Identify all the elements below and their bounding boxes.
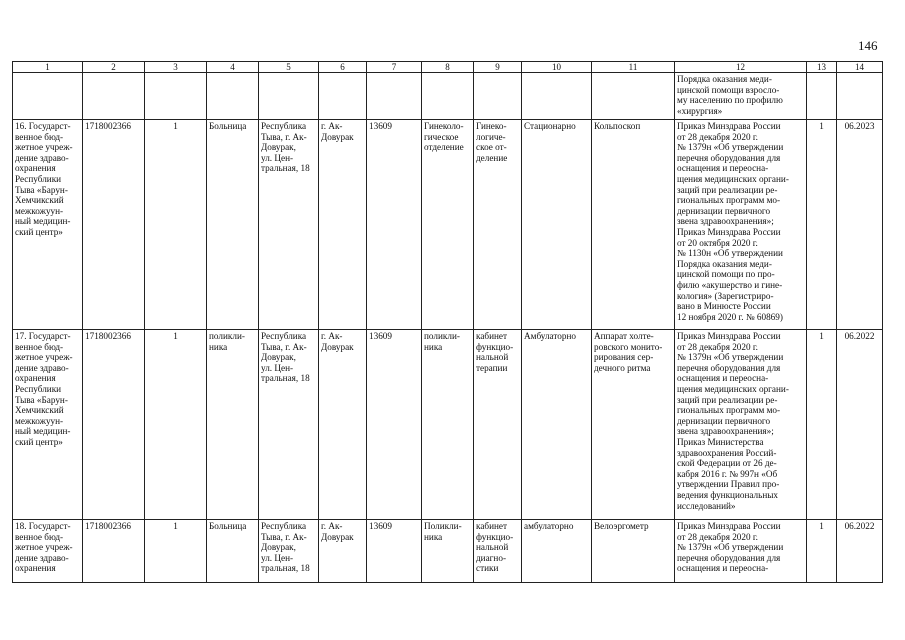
unit-cell: Гинеко- логиче- ское от- деление	[474, 120, 522, 330]
facility-type-cell: поликли- ника	[207, 330, 259, 520]
equipment-cell: Кольпоскоп	[592, 120, 675, 330]
table-row	[13, 520, 883, 583]
table-row	[13, 120, 883, 330]
date-cell: 06.2023	[837, 120, 883, 330]
address-cell: Республика Тыва, г. Ак- Довурак, ул. Цен- тральная, 18	[259, 520, 319, 583]
column-header: 6	[319, 62, 367, 73]
city-cell: г. Ак- Довурак	[319, 520, 367, 583]
table-cell	[319, 73, 367, 120]
address-cell: Республика Тыва, г. Ак- Довурак, ул. Цен- тральная, 18	[259, 330, 319, 520]
table-cell	[474, 73, 522, 120]
column-header: 9	[474, 62, 522, 73]
care-mode-cell: амбулаторно	[522, 520, 592, 583]
column-header: 4	[207, 62, 259, 73]
city-cell: г. Ак- Довурак	[319, 120, 367, 330]
column-number-row	[13, 62, 883, 73]
table-cell	[807, 73, 837, 120]
quantity-cell: 1	[807, 520, 837, 583]
table-cell	[367, 73, 422, 120]
table-cell	[592, 73, 675, 120]
column-header: 13	[807, 62, 837, 73]
department-cell: Гинеколо- гическое отделение	[422, 120, 474, 330]
regulation-cell: Приказ Минздрава России от 28 декабря 2020 г. № 1379н «Об утверждении перечня оборудования для оснащения и переосна- щения медицинских органи- заций при реализации ре- гиональных программ мо- дернизации первичного звена здравоохранения»; Приказ Минздрава России от 20 октября 2020 г. № 1130н «Об утверждении Порядка оказания меди- цинской помощи по про- филю «акушерство и гине- кология» (Зарегистриро- вано в Минюсте России 12 ноября 2020 г. № 60869)	[675, 120, 807, 330]
table-cell	[837, 73, 883, 120]
quantity-cell: 1	[807, 330, 837, 520]
count-cell: 1	[145, 520, 207, 583]
column-header: 12	[675, 62, 807, 73]
column-header: 11	[592, 62, 675, 73]
organization-cell: 16. Государст- венное бюд- жетное учреж- дение здраво- охранения Республики Тыва «Барун- Хемчикский межкожуун- ный медицин- ский центр»	[13, 120, 83, 330]
table-cell	[422, 73, 474, 120]
table-row	[13, 330, 883, 520]
table-cell	[83, 73, 145, 120]
inn-cell: 1718002366	[83, 330, 145, 520]
city-cell: г. Ак- Довурак	[319, 330, 367, 520]
table-cell	[259, 73, 319, 120]
regulation-cell: Приказ Минздрава России от 28 декабря 2020 г. № 1379н «Об утверждении перечня оборудования для оснащения и переосна- щения медицинских органи- заций при реализации ре- гиональных программ мо- дернизации первичного звена здравоохранения»; Приказ Министерства здравоохранения Россий- ской Федерации от 26 де- кабря 2016 г. № 997н «Об утверждении Правил про- ведения функциональных исследований»	[675, 330, 807, 520]
organization-cell: 17. Государст- венное бюд- жетное учреж- дение здраво- охранения Республики Тыва «Барун- Хемчикский межкожуун- ный медицин- ский центр»	[13, 330, 83, 520]
column-header: 5	[259, 62, 319, 73]
code-cell: 13609	[367, 520, 422, 583]
facility-type-cell: Больница	[207, 120, 259, 330]
unit-cell: кабинет функцио- нальной диагно- стики	[474, 520, 522, 583]
equipment-cell: Велоэргометр	[592, 520, 675, 583]
unit-cell: кабинет функцио- нальной терапии	[474, 330, 522, 520]
regulation-cell: Приказ Минздрава России от 28 декабря 2020 г. № 1379н «Об утверждении перечня оборудования для оснащения и переосна-	[675, 520, 807, 583]
table-cell	[207, 73, 259, 120]
table-cell	[13, 73, 83, 120]
address-cell: Республика Тыва, г. Ак- Довурак, ул. Цен- тральная, 18	[259, 120, 319, 330]
column-header: 2	[83, 62, 145, 73]
column-header: 10	[522, 62, 592, 73]
equipment-cell: Аппарат холте- ровского монито- рирования сер- дечного ритма	[592, 330, 675, 520]
facility-type-cell: Больница	[207, 520, 259, 583]
count-cell: 1	[145, 330, 207, 520]
date-cell: 06.2022	[837, 520, 883, 583]
code-cell: 13609	[367, 330, 422, 520]
equipment-table	[12, 61, 883, 583]
care-mode-cell: Стационарно	[522, 120, 592, 330]
organization-cell: 18. Государст- венное бюд- жетное учреж- дение здраво- охранения	[13, 520, 83, 583]
department-cell: поликли- ника	[422, 330, 474, 520]
column-header: 8	[422, 62, 474, 73]
count-cell: 1	[145, 120, 207, 330]
inn-cell: 1718002366	[83, 120, 145, 330]
regulation-cell: Порядка оказания меди- цинской помощи взросло- му населению по профилю «хирургия»	[675, 73, 807, 120]
table-cell	[522, 73, 592, 120]
code-cell: 13609	[367, 120, 422, 330]
quantity-cell: 1	[807, 120, 837, 330]
continuation-row	[13, 73, 883, 120]
table-cell	[145, 73, 207, 120]
page-number: 146	[858, 38, 878, 53]
inn-cell: 1718002366	[83, 520, 145, 583]
column-header: 7	[367, 62, 422, 73]
care-mode-cell: Амбулаторно	[522, 330, 592, 520]
department-cell: Поликли- ника	[422, 520, 474, 583]
date-cell: 06.2022	[837, 330, 883, 520]
column-header: 3	[145, 62, 207, 73]
column-header: 14	[837, 62, 883, 73]
column-header: 1	[13, 62, 83, 73]
